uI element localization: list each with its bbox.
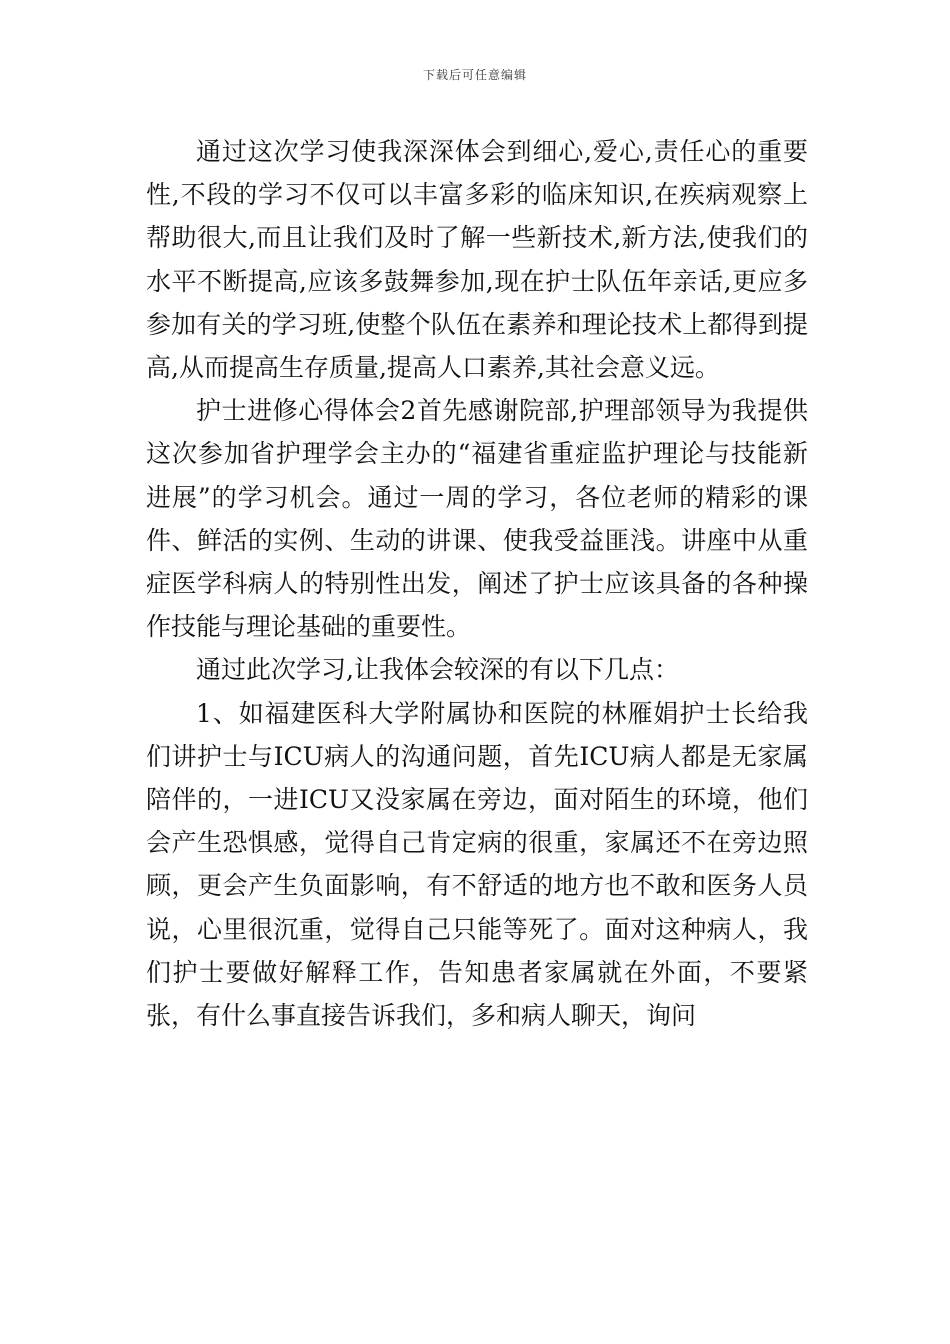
paragraph-2: 护士进修心得体会2首先感谢院部,护理部领导为我提供这次参加省护理学会主办的“福建省重症监护理论与技能新进展”的学习机会。通过一周的学习，各位老师的精彩的课件、鲜活的实例、生动的讲课、使我受益匪浅。讲座中从重症医学科病人的特别性出发，阐述了护士应该具备的各种操作技能与理论基础的重要性。 bbox=[146, 396, 808, 642]
paragraph-3: 通过此次学习,让我体会较深的有以下几点： bbox=[196, 655, 679, 685]
document-body bbox=[146, 130, 808, 1037]
paragraph-4: 1、如福建医科大学附属协和医院的林雁娟护士长给我们讲护士与ICU病人的沟通问题，首先ICU病人都是无家属陪伴的，一进ICU又没家属在旁边，面对陌生的环境，他们会产生恐惧感，觉得自己肯定病的很重，家属还不在旁边照顾，更会产生负面影响，有不舒适的地方也不敢和医务人员说，心里很沉重，觉得自己只能等死了。面对这种病人，我们护士要做好解释工作，告知患者家属就在外面，不要紧张，有什么事直接告诉我们，多和病人聊天，询问 bbox=[146, 698, 808, 1031]
paragraph-1: 通过这次学习使我深深体会到细心,爱心,责任心的重要性,不段的学习不仅可以丰富多彩的临床知识,在疾病观察上帮助很大,而且让我们及时了解一些新技术,新方法,使我们的水平不断提高,应该多鼓舞参加,现在护士队伍年亲话,更应多参加有关的学习班,使整个队伍在素养和理论技术上都得到提高,从而提高生存质量,提高人口素养,其社会意义远。 bbox=[146, 137, 808, 383]
page-header: 下载后可任意编辑 bbox=[422, 68, 527, 82]
